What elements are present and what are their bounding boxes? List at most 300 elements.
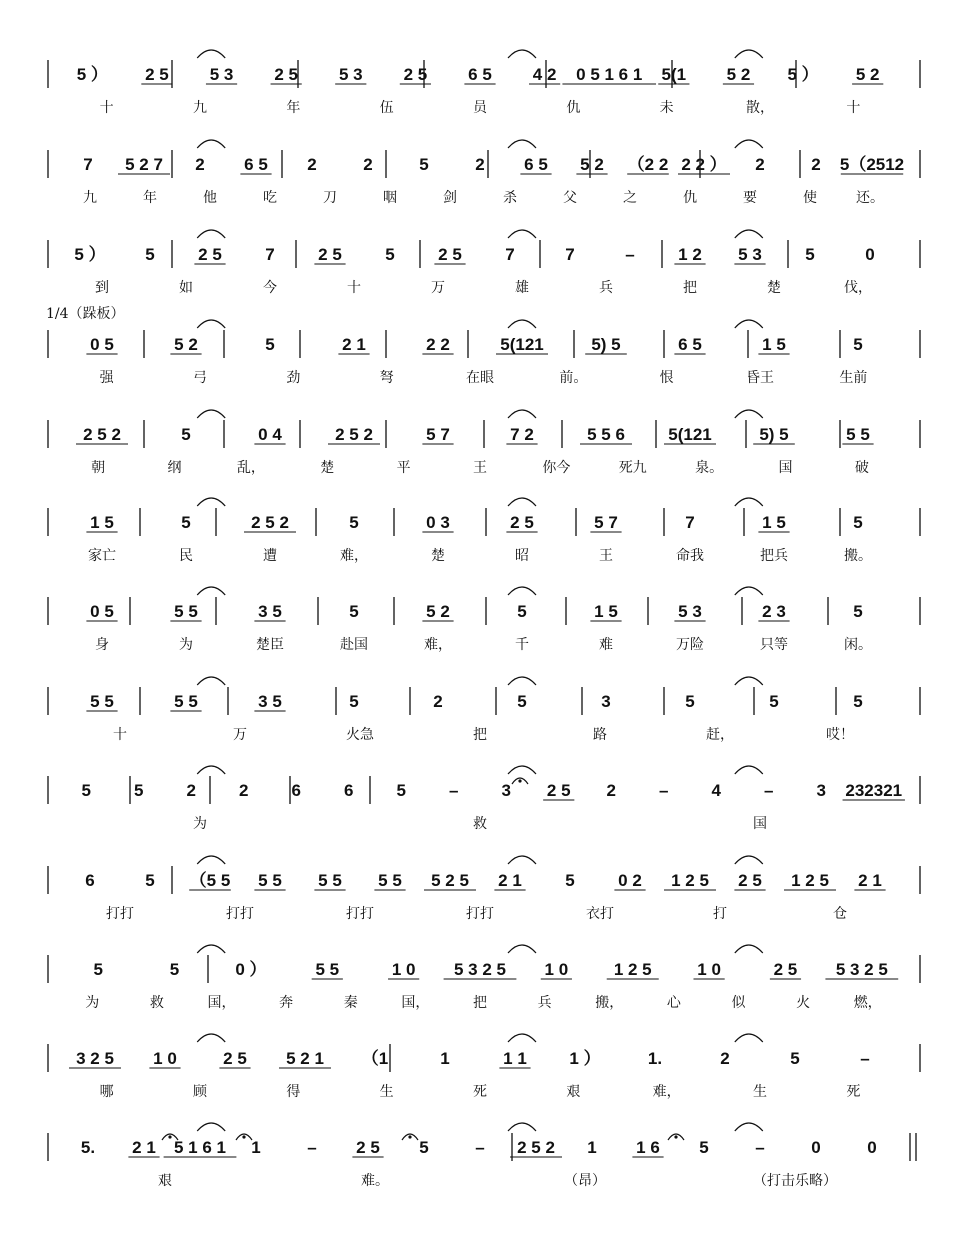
lyric: 秦: [343, 995, 358, 1011]
note-group: 2 5: [510, 513, 534, 532]
note-group: 5 2: [726, 65, 751, 84]
note-group: 2 5: [738, 871, 762, 890]
note-group: 5: [169, 960, 180, 979]
lyric: 昏王: [746, 370, 774, 386]
note-group: 2: [720, 1049, 730, 1068]
note-group: 6 5: [244, 155, 268, 174]
lyric: 搬。: [844, 548, 872, 564]
note-group: 2: [239, 781, 249, 800]
fermata-dot: [518, 779, 521, 782]
note-group: 0 2: [618, 871, 642, 890]
note-group: 0 3: [426, 513, 450, 532]
lyric: 平: [396, 460, 411, 476]
note-group: 2 5 2: [83, 425, 121, 444]
note-group: 5 5: [174, 602, 198, 621]
lyric: 今: [263, 280, 277, 296]
lyric: 吃: [263, 190, 277, 206]
note-group: 5 5: [378, 871, 402, 890]
note-group: 5 2: [174, 335, 198, 354]
slur-arc: [735, 140, 763, 148]
lyric: 哪: [99, 1084, 114, 1100]
lyric: 难。: [361, 1173, 389, 1189]
note-group: 6: [291, 781, 301, 800]
note-group: 5 5 6: [587, 425, 625, 444]
lyric: 身: [95, 637, 109, 653]
lyric: 打打: [346, 906, 374, 922]
lyric: 楚臣: [256, 637, 284, 653]
lyric: 生: [753, 1084, 767, 1100]
note-group: 1 1: [503, 1049, 527, 1068]
lyric: （昂）: [564, 1173, 606, 1189]
note-group: 5 7: [594, 513, 618, 532]
note-group: 2: [475, 155, 485, 174]
note-group: 5: [699, 1138, 709, 1157]
lyric: 九: [193, 100, 207, 116]
lyric: 伐，: [844, 280, 872, 296]
lyric: 如: [179, 280, 193, 296]
lyric: 搬，: [595, 995, 624, 1011]
note-group: –: [764, 781, 774, 800]
lyric: 泉。: [695, 460, 724, 476]
note-group: 5 2 5: [431, 871, 469, 890]
lyric: 王: [473, 460, 487, 476]
lyric: 只等: [760, 637, 788, 653]
score-row: [48, 320, 920, 386]
note-group: 0 4: [258, 425, 282, 444]
note-group: 5 3: [209, 65, 234, 84]
note-group: 5 ）: [74, 245, 106, 264]
slur-arc: [735, 320, 763, 328]
lyric: 剑: [443, 190, 457, 206]
lyric: 仓: [833, 906, 847, 922]
note-group: 3 2 5: [76, 1049, 114, 1068]
slur-arc: [508, 766, 536, 774]
note-group: 5 2 1: [286, 1049, 324, 1068]
note-group: 1 2: [678, 245, 702, 264]
slur-arc: [735, 945, 763, 953]
lyric: 难，: [340, 548, 368, 564]
note-group: 5) 5: [591, 335, 621, 354]
lyric: 破: [854, 460, 869, 476]
lyric: 难，: [424, 637, 452, 653]
lyric: 死: [473, 1084, 487, 1100]
lyric: 赶，: [706, 727, 734, 743]
note-group: 2 5: [773, 960, 798, 979]
note-group: 5: [385, 245, 395, 264]
lyric: 家亡: [88, 548, 116, 564]
score-row: [48, 140, 920, 206]
lyric: 民: [179, 548, 193, 564]
note-group: 5 3: [738, 245, 762, 264]
lyric: 朝: [91, 460, 106, 476]
tempo-mark: 1/4（跺板）: [46, 306, 125, 322]
lyric: 十: [99, 100, 114, 116]
note-group: 5 2: [580, 155, 604, 174]
note-group: 2 2: [426, 335, 450, 354]
lyric: 十: [347, 280, 361, 296]
note-group: 5 1 6 1: [174, 1138, 226, 1157]
lyric: 赴国: [340, 637, 368, 653]
note-group: 5) 5: [759, 425, 789, 444]
note-group: 7: [685, 513, 695, 532]
note-group: 2: [755, 155, 765, 174]
lyric: （打击乐略）: [753, 1173, 837, 1189]
lyric: 救: [149, 995, 164, 1011]
note-group: 1 6: [636, 1138, 660, 1157]
score-row: [48, 677, 920, 743]
note-group: 5: [145, 871, 155, 890]
slur-arc: [197, 766, 225, 774]
note-group: 0: [865, 245, 875, 264]
lyric: 年: [286, 100, 301, 116]
note-group: 2 5: [198, 245, 222, 264]
note-group: （2 2: [627, 155, 669, 174]
note-group: 2 5: [318, 245, 342, 264]
note-group: 2 5: [438, 245, 462, 264]
note-group: –: [449, 781, 459, 800]
note-group: 1 5: [90, 513, 114, 532]
note-group: 2 5 2: [335, 425, 373, 444]
note-group: 7 2: [510, 425, 534, 444]
fermata-dot: [674, 1135, 677, 1138]
note-group: 0 5: [90, 602, 114, 621]
note-group: 5: [349, 513, 359, 532]
lyric: 国，: [207, 995, 236, 1011]
slur-arc: [508, 856, 536, 864]
note-group: 5: [81, 781, 91, 800]
lyric: 十: [113, 727, 127, 743]
note-group: 3: [501, 781, 511, 800]
note-group: 5: [396, 781, 406, 800]
slur-arc: [735, 230, 763, 238]
note-group: 1 ）: [569, 1049, 601, 1068]
lyric: 命我: [676, 548, 704, 564]
note-group: 2 5 2: [517, 1138, 555, 1157]
lyric: 要: [743, 190, 757, 206]
note-group: 4 2: [532, 65, 557, 84]
lyric: 散，: [746, 100, 774, 116]
note-group: 5 2: [855, 65, 880, 84]
slur-arc: [197, 498, 225, 506]
lyric: 弓: [193, 370, 207, 386]
note-group: 6 5: [678, 335, 702, 354]
lyric: 火急: [346, 727, 374, 743]
note-group: 5(121: [500, 335, 544, 354]
lyric: 得: [286, 1084, 301, 1100]
note-group: 5 3 2 5: [835, 960, 888, 979]
note-group: 6 5: [524, 155, 548, 174]
note-group: 5 2 7: [125, 155, 163, 174]
note-group: –: [755, 1138, 765, 1157]
note-group: 5: [853, 513, 863, 532]
slur-arc: [735, 677, 763, 685]
note-group: 6: [85, 871, 95, 890]
lyric: 闲。: [844, 637, 872, 653]
lyric: 把: [683, 280, 697, 296]
slur-arc: [197, 856, 225, 864]
note-group: 1 0: [391, 960, 416, 979]
note-group: 7: [265, 245, 275, 264]
note-group: 5: [181, 513, 191, 532]
lyric: 为: [179, 637, 193, 653]
lyric: 强: [99, 370, 114, 386]
fermata-dot: [408, 1135, 411, 1138]
note-group: 2 1: [342, 335, 366, 354]
note-group: 1: [440, 1049, 450, 1068]
lyric: 劲: [286, 370, 301, 386]
lyric: 楚: [431, 548, 445, 564]
slur-arc: [508, 498, 536, 506]
slur-arc: [735, 498, 763, 506]
lyric: 九: [83, 190, 97, 206]
note-group: 5: [181, 425, 191, 444]
lyric: 打打: [106, 906, 134, 922]
lyric: 前。: [559, 370, 588, 386]
note-group: 1.: [647, 1049, 663, 1068]
lyric: 打打: [466, 906, 494, 922]
note-group: 0: [867, 1138, 877, 1157]
lyric: 顾: [193, 1084, 207, 1100]
slur-arc: [508, 1123, 536, 1131]
lyric: 员: [473, 100, 487, 116]
slur-arc: [508, 50, 536, 58]
note-group: 5: [419, 155, 429, 174]
lyric: 咽: [383, 190, 397, 206]
note-group: 1 0: [697, 960, 721, 979]
note-group: 5(1: [661, 65, 687, 84]
lyric: 国: [778, 460, 793, 476]
lyric: 万险: [676, 637, 704, 653]
note-group: 2 5: [274, 65, 298, 84]
lyric: 万: [233, 727, 247, 743]
slur-arc: [735, 1123, 763, 1131]
fermata-dot: [168, 1135, 171, 1138]
lyric: 仇: [566, 100, 581, 116]
lyric: 你今: [542, 460, 571, 476]
slur-arc: [197, 410, 225, 418]
note-group: 5 3: [678, 602, 702, 621]
slur-arc: [197, 587, 225, 595]
note-group: 1: [251, 1138, 261, 1157]
fermata-dot: [242, 1135, 245, 1138]
note-group: 2: [433, 692, 443, 711]
slur-arc: [735, 50, 763, 58]
lyric: 生: [379, 1084, 394, 1100]
lyric: 把兵: [760, 548, 788, 564]
lyric: 之: [623, 190, 637, 206]
note-group: –: [625, 245, 635, 264]
lyric: 杀: [503, 190, 517, 206]
note-group: 5(121: [668, 425, 712, 444]
lyric: 火: [796, 995, 811, 1011]
note-group: （1: [361, 1049, 389, 1068]
note-group: 3 5: [258, 602, 282, 621]
note-group: 5: [134, 781, 144, 800]
note-group: （5 5: [189, 871, 231, 890]
note-group: 2 1: [498, 871, 522, 890]
note-group: 5（2512: [839, 155, 905, 174]
note-group: 5 3 2 5: [454, 960, 506, 979]
lyric: 恨: [659, 370, 674, 386]
note-group: 5 2: [426, 602, 450, 621]
lyric: 刀: [323, 190, 337, 206]
lyric: 万: [431, 280, 445, 296]
note-group: 5 ）: [76, 65, 108, 84]
note-group: 2: [811, 155, 821, 174]
note-group: 1 5: [594, 602, 618, 621]
note-group: 5: [853, 335, 863, 354]
note-group: 4: [711, 781, 721, 800]
note-group: 5: [790, 1049, 800, 1068]
note-group: 2 3: [762, 602, 786, 621]
note-group: 232321: [845, 781, 903, 800]
lyric: 十: [846, 100, 861, 116]
note-group: 5 5: [90, 692, 114, 711]
lyric: 把: [473, 995, 487, 1011]
note-group: 5: [145, 245, 155, 264]
lyric: 纲: [167, 460, 182, 476]
slur-arc: [197, 945, 225, 953]
note-group: 7: [565, 245, 575, 264]
lyric: 未: [659, 100, 674, 116]
lyric: 楚: [320, 460, 335, 476]
note-group: 2: [363, 155, 373, 174]
note-group: 3: [816, 781, 826, 800]
note-group: 5 5: [315, 960, 340, 979]
note-group: 1 0: [153, 1049, 177, 1068]
lyric: 遭: [263, 548, 277, 564]
lyric: 昭: [515, 548, 529, 564]
note-group: 5 3: [338, 65, 363, 84]
note-group: 5: [769, 692, 779, 711]
note-group: 5: [853, 692, 863, 711]
slur-arc: [735, 766, 763, 774]
score-row: [48, 856, 920, 922]
lyric: 还。: [856, 190, 884, 206]
slur-arc: [508, 410, 536, 418]
note-group: 2: [195, 155, 205, 174]
lyric: 心: [666, 995, 681, 1011]
note-group: –: [475, 1138, 485, 1157]
slur-arc: [197, 50, 225, 58]
note-group: 5: [349, 692, 359, 711]
note-group: 6: [344, 781, 354, 800]
note-group: 3: [601, 692, 611, 711]
note-group: 5 5: [174, 692, 198, 711]
lyric: 兵: [537, 995, 552, 1011]
lyric: 把: [473, 727, 487, 743]
note-group: 2: [606, 781, 616, 800]
note-group: 1: [587, 1138, 597, 1157]
score-row: [48, 1034, 920, 1100]
note-group: 5: [517, 602, 527, 621]
score-row: [48, 587, 920, 653]
note-group: 2 5: [546, 781, 571, 800]
slur-arc: [197, 1123, 225, 1131]
note-group: 5: [685, 692, 695, 711]
lyric: 兵: [599, 280, 613, 296]
lyric: 为: [85, 995, 100, 1011]
lyric: 乱，: [236, 460, 265, 476]
slur-arc: [508, 945, 536, 953]
note-group: 5: [853, 602, 863, 621]
slur-arc: [735, 410, 763, 418]
lyric: 楚: [767, 280, 781, 296]
lyric: 打: [713, 906, 727, 922]
lyric: 死: [846, 1084, 861, 1100]
lyric: 在眼: [466, 370, 494, 386]
note-group: 5: [265, 335, 275, 354]
lyric: 他: [203, 190, 217, 206]
note-group: 1 0: [544, 960, 569, 979]
note-group: 5: [93, 960, 103, 979]
lyric: 衣打: [586, 906, 614, 922]
note-group: 5: [419, 1138, 429, 1157]
note-group: 2 1: [858, 871, 882, 890]
note-group: 2 5: [356, 1138, 380, 1157]
lyric: 路: [593, 727, 607, 743]
note-group: 5.: [80, 1138, 96, 1157]
note-group: 1 2 5: [791, 871, 829, 890]
slur-arc: [735, 856, 763, 864]
note-group: 1 5: [762, 513, 786, 532]
lyric: 伍: [379, 100, 394, 116]
score-row: [48, 410, 920, 476]
note-group: 5: [565, 871, 575, 890]
note-group: 0: [811, 1138, 821, 1157]
lyric: 燃，: [853, 995, 882, 1011]
lyric: 生前: [839, 370, 868, 386]
lyric: 雄: [515, 280, 529, 296]
score-row: [48, 230, 920, 296]
slur-arc: [508, 140, 536, 148]
lyric: 国，: [401, 995, 430, 1011]
lyric: 艰: [566, 1084, 581, 1100]
lyric: 死九: [618, 460, 647, 476]
note-group: 3 5: [258, 692, 282, 711]
lyric: 国: [753, 816, 767, 832]
note-group: 5 ）: [787, 65, 819, 84]
lyric: 艰: [158, 1173, 172, 1189]
lyric: 奔: [279, 995, 294, 1011]
slur-arc: [735, 1034, 763, 1042]
note-group: 2 5: [223, 1049, 247, 1068]
note-group: 5 5: [258, 871, 282, 890]
lyric: 似: [731, 995, 746, 1011]
lyric: 弩: [379, 370, 394, 386]
note-group: –: [659, 781, 669, 800]
lyric: 王: [599, 548, 613, 564]
score-row: [48, 50, 920, 116]
note-group: –: [307, 1138, 317, 1157]
note-group: 1 5: [762, 335, 786, 354]
slur-arc: [508, 587, 536, 595]
score-body: [48, 50, 920, 1189]
note-group: 5 7: [426, 425, 450, 444]
note-group: 2 5 2: [251, 513, 289, 532]
note-group: 5 5: [846, 425, 870, 444]
lyric: 难: [599, 637, 613, 653]
slur-arc: [508, 320, 536, 328]
slur-arc: [508, 1034, 536, 1042]
lyric: 使: [803, 190, 817, 206]
slur-arc: [197, 320, 225, 328]
slur-arc: [508, 677, 536, 685]
lyric: 千: [515, 637, 529, 653]
score-row: [48, 498, 920, 564]
slur-arc: [197, 677, 225, 685]
score-row: [48, 766, 920, 832]
